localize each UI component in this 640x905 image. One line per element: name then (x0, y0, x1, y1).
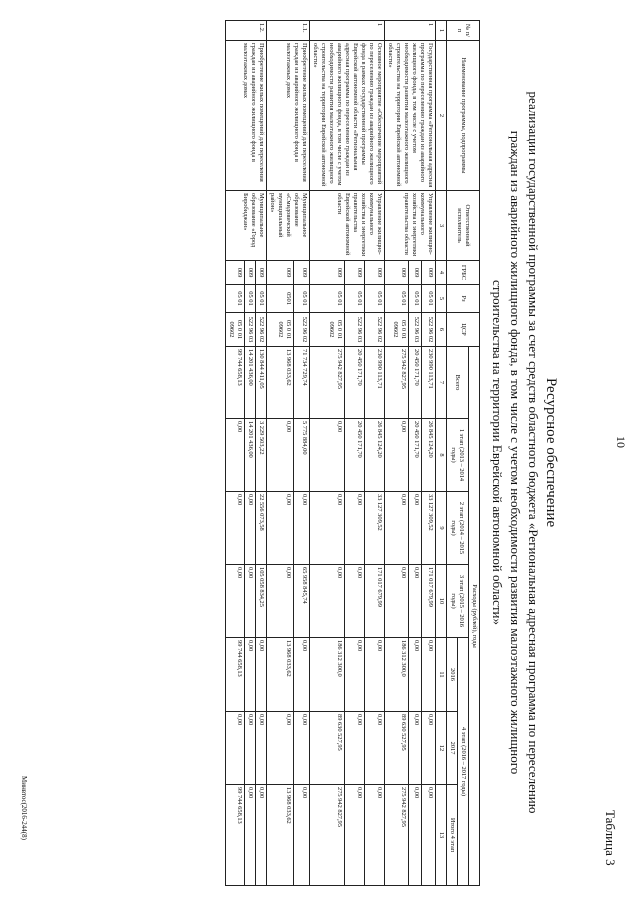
cell-csr: 522 96 02 (364, 313, 384, 347)
cell-stage2: 33 127 309,52 (364, 492, 384, 565)
cell-2017: 0,00 (256, 712, 267, 785)
col-number: 10 (436, 565, 447, 638)
cell-stage2: 22 556 073,58 (256, 492, 267, 565)
cell-2016: 186 312 300,0 (310, 638, 345, 712)
col-number: 4 (436, 261, 447, 285)
cell-stage1: 0,00 (385, 419, 409, 492)
cell-2017: 0,00 (344, 712, 364, 785)
cell-total: 71 734 729,74 (294, 347, 310, 419)
cell-stage2: 0,00 (226, 492, 245, 565)
cell-rz: 05 01 (294, 285, 310, 313)
cell-stage2: 0,00 (408, 492, 422, 565)
col-number: 8 (436, 419, 447, 492)
cell-name: Приобретение жилых помещений для переселения граждан из аварийного жилищного фонда в малоэтажных домах (226, 41, 267, 191)
cell-grbs: 009 (256, 261, 267, 285)
cell-stage1: 20 450 171,70 (344, 419, 364, 492)
cell-stage1: 0,00 (226, 419, 245, 492)
cell-rz: 05 01 (408, 285, 422, 313)
cell-stage3: 171 017 679,99 (364, 565, 384, 638)
cell-total: 20 450 171,70 (344, 347, 364, 419)
cell-2017: 0,00 (226, 712, 245, 785)
col-number: 7 (436, 347, 447, 419)
cell-stage2: 0,00 (267, 492, 294, 565)
cell-grbs: 009 (245, 261, 256, 285)
cell-stage4-total: 0,00 (408, 785, 422, 886)
header-stage4: 4 этап (2016 – 2017 годы) (458, 638, 469, 886)
cell-total: 230 990 113,71 (364, 347, 384, 419)
page-number: 10 (614, 436, 628, 448)
cell-2016: 0,00 (294, 638, 310, 712)
cell-rz: 05 01 (310, 285, 345, 313)
cell-2017: 0,00 (294, 712, 310, 785)
cell-stage2: 0,00 (385, 492, 409, 565)
cell-stage2: 0,00 (310, 492, 345, 565)
cell-2016: 0,00 (245, 638, 256, 712)
cell-stage2: 0,00 (294, 492, 310, 565)
header-name: Наименование программы, подпрограммы (447, 41, 480, 191)
cell-stage4-total: 0,00 (245, 785, 256, 886)
table-label: Таблица 3 (603, 810, 618, 866)
cell-csr: 522 96 02 (422, 313, 436, 347)
column-number-row (436, 21, 447, 886)
cell-stage1: 3 229 503,22 (256, 419, 267, 492)
cell-stage3: 0,00 (226, 565, 245, 638)
cell-stage3: 65 958 845,74 (294, 565, 310, 638)
cell-stage4-total: 99 744 658,13 (226, 785, 245, 886)
cell-grbs: 009 (310, 261, 345, 285)
cell-2016: 0,00 (408, 638, 422, 712)
cell-2016: 0,00 (344, 638, 364, 712)
cell-total: 275 942 827,95 (385, 347, 409, 419)
cell-stage3: 0,00 (310, 565, 345, 638)
cell-executor: Муниципальное образование «Город Биробиджан» (226, 191, 267, 261)
cell-stage4-total: 0,00 (364, 785, 384, 886)
cell-csr: 05 0 01 09602 (385, 313, 409, 347)
cell-executor: Управление жилищно-коммунального хозяйства и энергетики правительства области (385, 191, 436, 261)
cell-csr: 05 0 01 09602 (226, 313, 245, 347)
cell-2016: 186 312 300,0 (385, 638, 409, 712)
col-number: 9 (436, 492, 447, 565)
cell-2017: 0,00 (245, 712, 256, 785)
cell-stage4-total: 0,00 (256, 785, 267, 886)
title-line-1: Ресурсное обеспечение (543, 377, 559, 528)
cell-grbs: 009 (385, 261, 409, 285)
cell-stage2: 0,00 (245, 492, 256, 565)
header-grbs: ГРБС (447, 261, 480, 285)
cell-2017: 89 630 527,95 (310, 712, 345, 785)
cell-csr: 522 96 03 (344, 313, 364, 347)
cell-grbs: 009 (226, 261, 245, 285)
cell-rz: 05 01 (226, 285, 245, 313)
cell-stage1: 5 775 884,00 (294, 419, 310, 492)
cell-2017: 0,00 (364, 712, 384, 785)
cell-stage1: 26 845 124,20 (364, 419, 384, 492)
cell-2017: 0,00 (408, 712, 422, 785)
cell-stage1: 0,00 (267, 419, 294, 492)
cell-rz: 05 01 (245, 285, 256, 313)
cell-name: Основное мероприятие «Обеспечение мероприятий по переселению граждан из аварийного жилищного фонда в рамках государственной программы Еврейской автономной области «Региональная адресная программа по переселению граждан из аварийного жилищного фонда, в том числе с учетом необходимости развития малоэтажного жилищного строительства на территории Еврейской автономной области» (310, 41, 385, 191)
cell-stage3: 0,00 (408, 565, 422, 638)
title-line-2: реализации государственной программы за счет средств областного бюджета «Региональная адресная программа по переселению (526, 91, 541, 814)
cell-csr: 522 96 02 (294, 313, 310, 347)
title-line-3: граждан из аварийного жилищного фонда, в том числе с учетом необходимости развития малоэтажного жилищного (508, 130, 523, 775)
cell-grbs: 009 (267, 261, 294, 285)
cell-2017: 0,00 (267, 712, 294, 785)
cell-num: 1.2. (226, 21, 267, 41)
cell-grbs: 009 (408, 261, 422, 285)
cell-stage4-total: 275 942 827,95 (310, 785, 345, 886)
header-total: Всего (447, 347, 469, 419)
cell-stage4-total: 275 942 827,95 (385, 785, 409, 886)
cell-2017: 0,00 (422, 712, 436, 785)
header-stage4-total: Итого 4 этап (447, 785, 458, 886)
cell-total: 14 201 436,00 (245, 347, 256, 419)
cell-stage3: 0,00 (344, 565, 364, 638)
cell-total: 275 942 827,95 (310, 347, 345, 419)
cell-total: 13 968 033,62 (267, 347, 294, 419)
cell-total: 130 844 411,05 (256, 347, 267, 419)
cell-csr: 522 96 03 (408, 313, 422, 347)
col-number: 6 (436, 313, 447, 347)
cell-rz: 05 01 (364, 285, 384, 313)
cell-stage3: 105 058 834,25 (256, 565, 267, 638)
cell-stage1: 14 201 436,00 (245, 419, 256, 492)
cell-stage3: 0,00 (385, 565, 409, 638)
cell-rz: 0501 (267, 285, 294, 313)
cell-stage1: 0,00 (310, 419, 345, 492)
cell-2016: 0,00 (256, 638, 267, 712)
col-number: 13 (436, 785, 447, 886)
cell-stage3: 0,00 (245, 565, 256, 638)
cell-num: 1.1. (267, 21, 310, 41)
table-row (364, 21, 384, 886)
table-row (256, 21, 267, 886)
cell-2016: 13 968 033,62 (267, 638, 294, 712)
header-stage2: 2 этап (2014 – 2015 годы) (447, 492, 469, 565)
table-row (294, 21, 310, 886)
resource-table (225, 20, 480, 886)
cell-stage2: 33 127 309,52 (422, 492, 436, 565)
cell-grbs: 009 (294, 261, 310, 285)
cell-rz: 05 01 (422, 285, 436, 313)
cell-grbs: 009 (344, 261, 364, 285)
cell-stage1: 20 450 171,70 (408, 419, 422, 492)
cell-csr: 522 96 02 (256, 313, 267, 347)
col-number: 11 (436, 638, 447, 712)
header-expenses: Расходы (рублей), годы (469, 347, 480, 886)
cell-name: Приобретение жилых помещений для переселения граждан из аварийного жилищного фонда в малоэтажных домах (267, 41, 310, 191)
cell-num: 1 (310, 21, 385, 41)
cell-2017: 89 630 527,95 (385, 712, 409, 785)
cell-total: 20 450 171,70 (408, 347, 422, 419)
header-2017: 2017 (447, 712, 458, 785)
cell-total: 99 744 658,13 (226, 347, 245, 419)
header-stage3: 3 этап (2015 – 2016 годы) (447, 565, 469, 638)
header-rz: Рз (447, 285, 480, 313)
cell-csr: 05 0 01 09602 (310, 313, 345, 347)
cell-stage2: 0,00 (344, 492, 364, 565)
title-line-4: строительства на территории Еврейской автономной области» (490, 279, 505, 626)
col-number: 2 (436, 41, 447, 191)
cell-stage4-total: 0,00 (422, 785, 436, 886)
cell-name: Государственная программа «Региональная адресная программа по переселению граждан из аварийного жилищного фонда, в том числе с учетом необходимости развития малоэтажного жилищного строительства на территории Еврейской автономной области» (385, 41, 436, 191)
cell-total: 230 990 113,71 (422, 347, 436, 419)
cell-stage4-total: 13 968 033,62 (267, 785, 294, 886)
cell-2016: 99 744 658,13 (226, 638, 245, 712)
header-num: № п/п (447, 21, 480, 41)
cell-executor: Управление жилищно-коммунального хозяйства и энергетики правительства Еврейской автономной области (310, 191, 385, 261)
cell-grbs: 009 (364, 261, 384, 285)
col-number: 1 (436, 21, 447, 41)
cell-executor: Муниципальное образование «Смидовичский муниципальный район» (267, 191, 310, 261)
cell-stage4-total: 0,00 (344, 785, 364, 886)
header-stage1: 1 этап (2013 – 2014 годы) (447, 419, 469, 492)
col-number: 5 (436, 285, 447, 313)
document-title (488, 20, 560, 885)
cell-csr: 522 96 03 (245, 313, 256, 347)
header-csr: ЦСР (447, 313, 480, 347)
cell-grbs: 009 (422, 261, 436, 285)
cell-stage3: 171 017 679,99 (422, 565, 436, 638)
cell-stage3: 0,00 (267, 565, 294, 638)
cell-csr: 05 0 01 09602 (267, 313, 294, 347)
col-number: 12 (436, 712, 447, 785)
cell-2016: 0,00 (422, 638, 436, 712)
cell-stage1: 26 845 124,20 (422, 419, 436, 492)
footer-code: Минвтос(2016-244(8) (20, 776, 28, 840)
header-2016: 2016 (447, 638, 458, 712)
cell-rz: 05 01 (344, 285, 364, 313)
cell-num: 1 (385, 21, 436, 41)
header-executor: Ответственный исполнитель (447, 191, 480, 261)
cell-rz: 05 01 (256, 285, 267, 313)
col-number: 3 (436, 191, 447, 261)
table-row (422, 21, 436, 886)
cell-2016: 0,00 (364, 638, 384, 712)
cell-stage4-total: 0,00 (294, 785, 310, 886)
cell-rz: 05 01 (385, 285, 409, 313)
